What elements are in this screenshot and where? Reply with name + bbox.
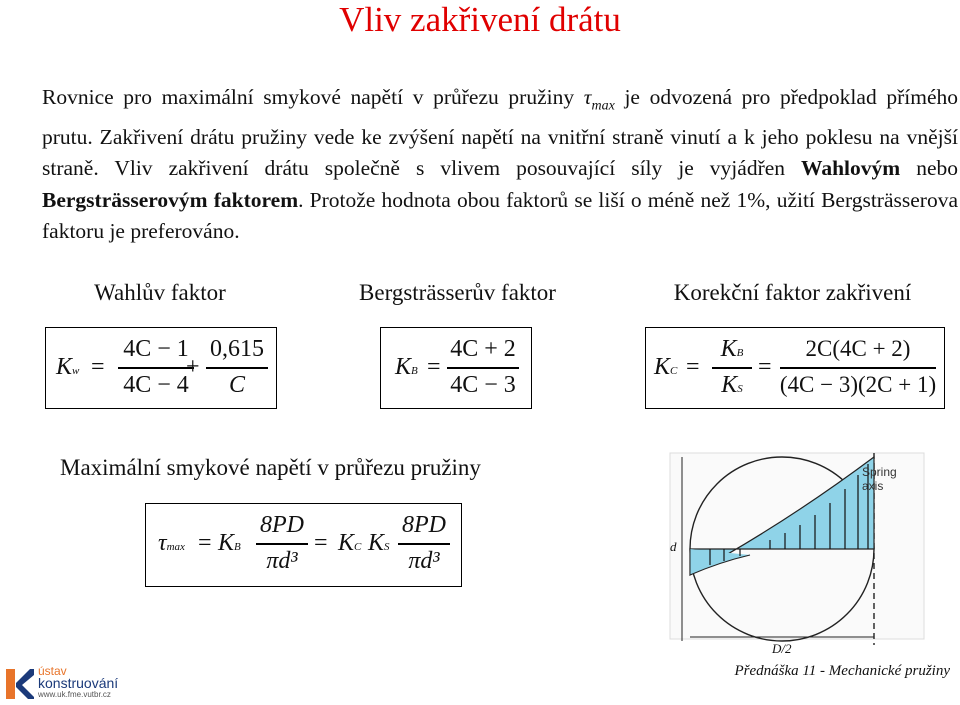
berg-formula-box xyxy=(380,327,532,409)
tau-lhs: τmax xyxy=(158,530,185,556)
stress-figure xyxy=(660,447,932,657)
berg-bold: Bergsträsserovým faktorem xyxy=(42,187,299,212)
para-text-1: Rovnice pro maximální smykové napětí v průřezu pružiny xyxy=(42,85,584,109)
wahl-eq: = xyxy=(91,354,105,380)
tau-den2: πd³ xyxy=(408,548,440,574)
korek-lhs: KC xyxy=(654,354,678,380)
korek-eq: = xyxy=(686,354,700,380)
wahl-den1: 4C − 4 xyxy=(123,372,189,398)
tau-fraction-line-1 xyxy=(256,543,308,545)
d2-label: D/2 xyxy=(772,641,792,656)
korek-den1: KS xyxy=(721,372,743,398)
wahl-heading: Wahlův faktor xyxy=(94,280,226,305)
section-heading: Maximální smykové napětí v průřezu pružiny xyxy=(60,455,481,480)
berg-den: 4C − 3 xyxy=(450,372,516,398)
wahl-plus: + xyxy=(186,354,200,380)
wahl-bold: Wahlovým xyxy=(801,156,901,181)
tau-eq1: = xyxy=(198,530,212,556)
tau-kc: KC xyxy=(338,530,362,556)
d-label: d xyxy=(670,539,677,554)
logo-url: www.uk.fme.vutbr.cz xyxy=(38,690,111,699)
berg-eq: = xyxy=(427,354,441,380)
berg-num: 4C + 2 xyxy=(450,336,516,362)
wahl-lhs: Kw xyxy=(56,354,80,380)
wahl-den2: C xyxy=(228,372,245,398)
wahl-fraction-line-2 xyxy=(206,367,268,369)
korek-den2: (4C − 3)(2C + 1) xyxy=(779,372,937,397)
korek-fraction-line-1 xyxy=(712,367,752,369)
tau-max-symbol: $\tau_{max}$ xyxy=(583,85,615,114)
korek-heading: Korekční faktor zakřivení xyxy=(673,280,912,305)
korek-fraction-line-2 xyxy=(780,367,936,369)
spring-axis-label: Spring axis xyxy=(862,465,897,493)
korek-eq2: = xyxy=(758,354,772,380)
berg-fraction-line xyxy=(447,367,519,369)
tau-den1: πd³ xyxy=(266,548,298,574)
tau-num1: 8PD xyxy=(260,512,304,538)
footer-lecture: Přednáška 11 - Mechanické pružiny xyxy=(734,663,950,679)
korek-num2: 2C(4C + 2) xyxy=(805,336,911,361)
tau-ks: KS xyxy=(368,530,390,556)
para-text-4: . Protože hodnota obou faktorů se liší o méně než 1%, užití Bergsträsserova faktoru je preferováno. xyxy=(42,187,958,244)
korek-formula-box xyxy=(645,327,945,409)
para-text-3: nebo xyxy=(900,156,958,181)
institute-logo xyxy=(6,665,206,703)
wahl-num1: 4C − 1 xyxy=(123,336,189,362)
korek-num1: KB xyxy=(720,336,744,362)
tau-num2: 8PD xyxy=(402,512,446,538)
tau-kb: KB xyxy=(218,530,241,556)
tau-eq2: = xyxy=(314,530,328,556)
wahl-num2: 0,615 xyxy=(210,336,264,362)
logo-line1: ústav xyxy=(38,664,67,678)
para-text-2: je odvozená pro předpoklad přímého prutu. Zakřivení drátu pružiny vede ke zvýšení napětí na vnitřní straně vinutí a k jeho poklesu na vnější straně. Vliv zakřivení drátu společně s vlivem posouvající síly je vyjádřen xyxy=(42,85,958,181)
intro-paragraph xyxy=(42,82,958,248)
berg-heading: Bergsträsserův faktor xyxy=(359,280,556,305)
uk-logo-icon xyxy=(6,669,34,699)
page-title: Vliv zakřivení drátu xyxy=(339,0,621,39)
wahl-formula-box xyxy=(45,327,277,409)
logo-line2: konstruování xyxy=(38,675,119,691)
wahl-fraction-line-1 xyxy=(118,367,194,369)
berg-lhs: KB xyxy=(395,354,418,380)
tau-fraction-line-2 xyxy=(398,543,450,545)
tau-formula-box xyxy=(145,503,462,587)
